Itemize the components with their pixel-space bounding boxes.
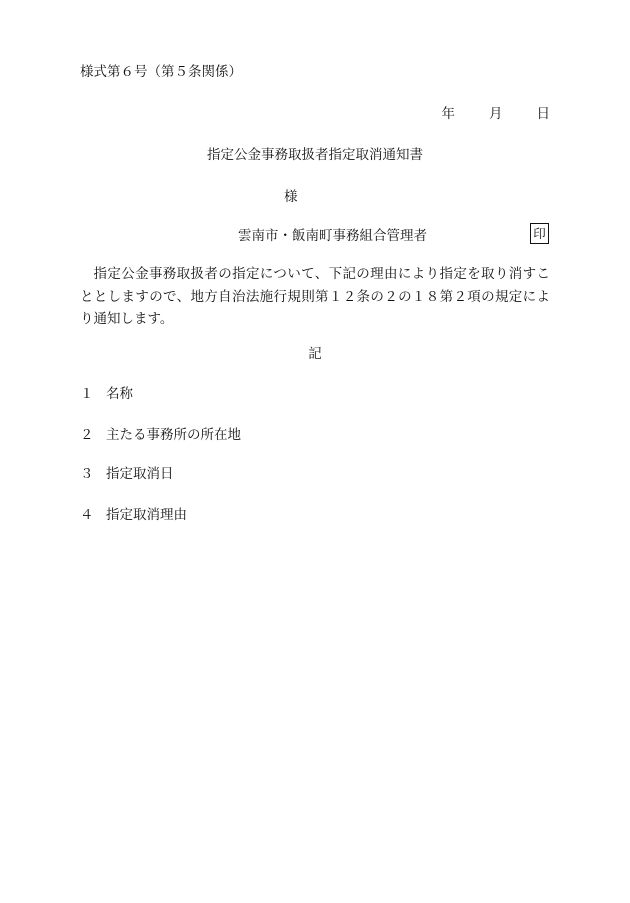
date-day-label: 日	[536, 106, 550, 122]
list-item	[80, 425, 241, 445]
list-item	[80, 384, 133, 404]
addressee-suffix: 様	[284, 189, 298, 205]
date-year-label: 年	[441, 106, 455, 122]
item-label: 主たる事務所の所在地	[106, 427, 241, 443]
form-number: 様式第６号（第５条関係）	[80, 64, 242, 80]
date-month-label: 月	[489, 106, 503, 122]
item-number: １	[80, 386, 94, 402]
sender-name: 雲南市・飯南町事務組合管理者	[238, 228, 427, 244]
seal-mark: 印	[530, 223, 549, 244]
item-label: 指定取消日	[106, 466, 174, 482]
item-number: ２	[80, 427, 94, 443]
item-label: 名称	[106, 386, 133, 402]
ki-heading: 記	[308, 346, 322, 362]
date-line	[442, 104, 551, 124]
list-item	[80, 464, 174, 484]
item-label: 指定取消理由	[106, 507, 187, 523]
document-title: 指定公金事務取扱者指定取消通知書	[207, 147, 423, 163]
list-item	[80, 505, 187, 525]
item-number: ３	[80, 466, 94, 482]
body-paragraph: 指定公金事務取扱者の指定について、下記の理由により指定を取り消すこととしますので、地方自治法施行規則第１２条の２の１８第２項の規定により通知します。	[80, 266, 550, 327]
item-number: ４	[80, 507, 94, 523]
